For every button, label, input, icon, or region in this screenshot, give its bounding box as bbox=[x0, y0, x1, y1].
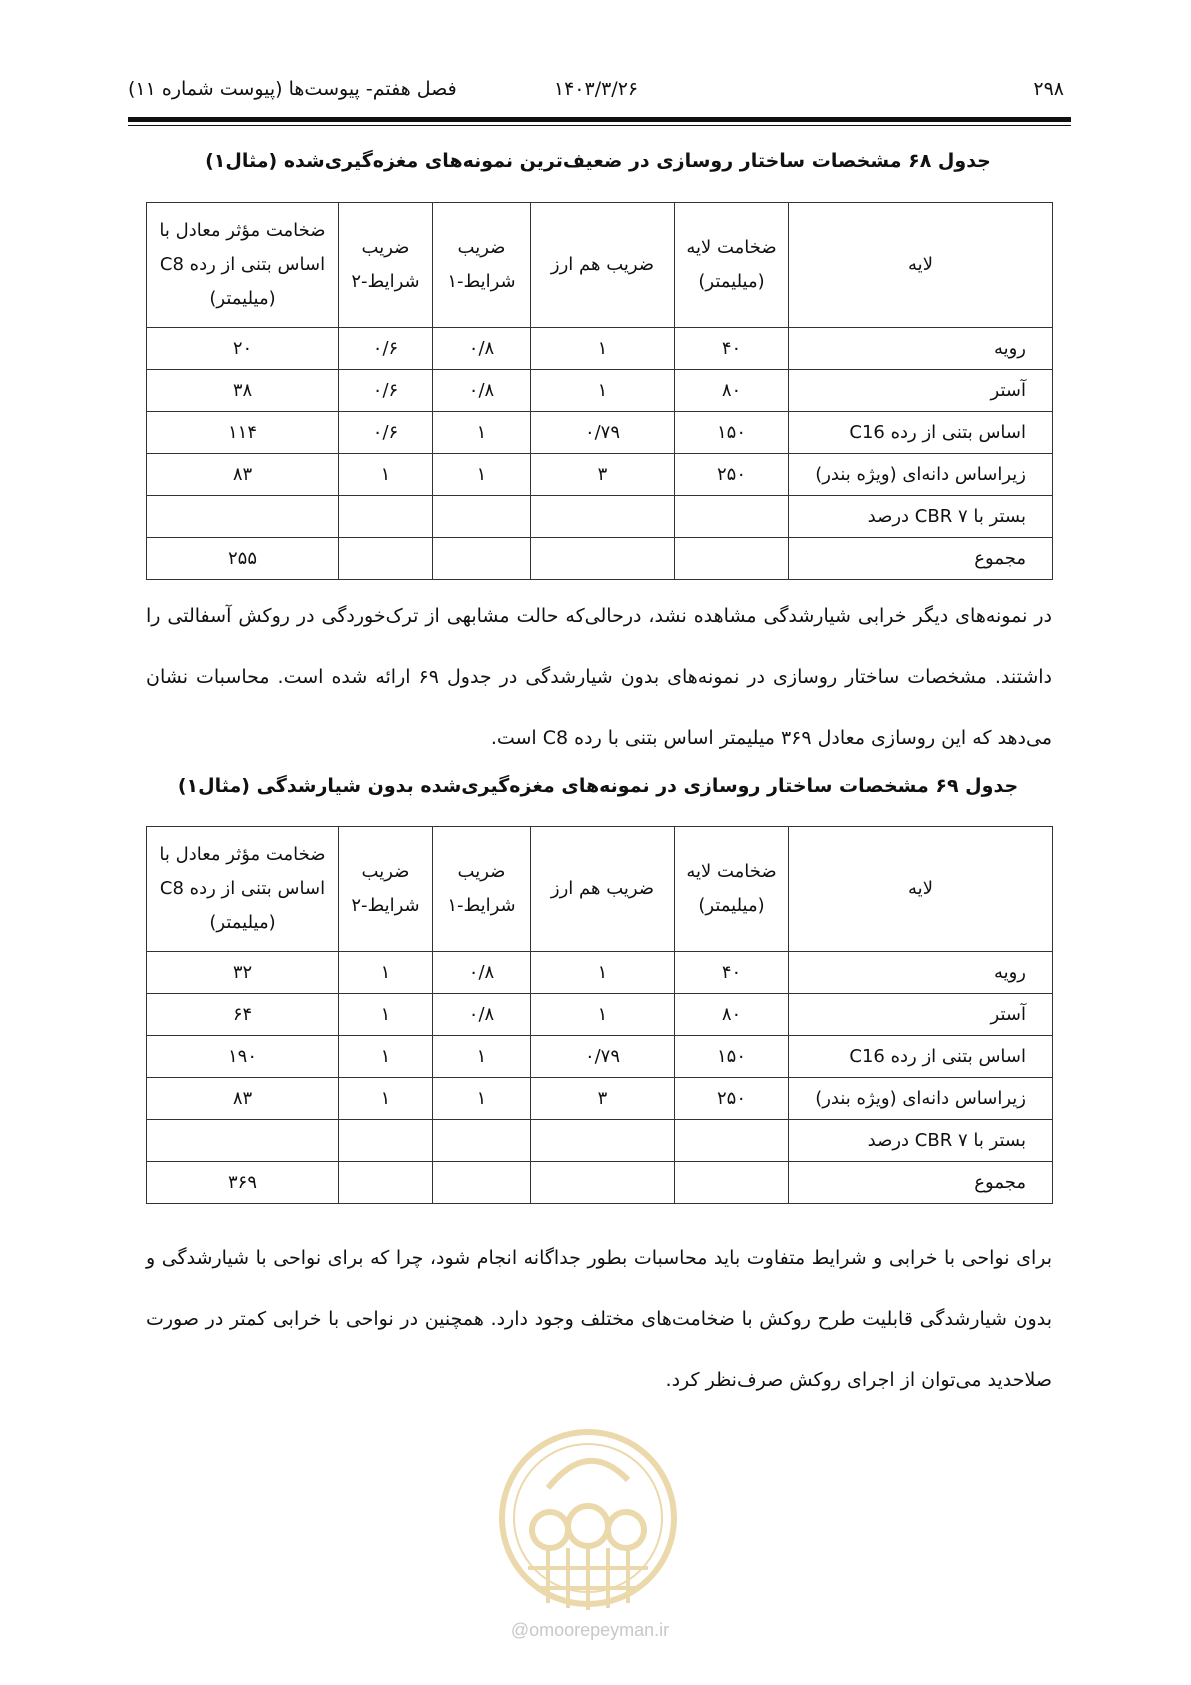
cell-effective: ۳۲ bbox=[147, 952, 339, 994]
cell-thickness: ۸۰ bbox=[675, 994, 789, 1036]
cell-equiv bbox=[531, 538, 675, 580]
cell-effective bbox=[147, 1120, 339, 1162]
page-header bbox=[128, 78, 1064, 108]
cell-cond2: ۱ bbox=[339, 994, 433, 1036]
col-thickness: ضخامت لایه (میلیمتر) bbox=[675, 827, 789, 952]
cell-thickness bbox=[675, 496, 789, 538]
table2-caption: جدول ۶۹ مشخصات ساختار روسازی در نمونه‌های مغزه‌گیری‌شده بدون شیارشدگی (مثال۱) bbox=[177, 775, 1019, 797]
col-equiv: ضریب هم ارز bbox=[531, 203, 675, 328]
cell-equiv: ۳ bbox=[531, 454, 675, 496]
cell-cond2: ۰/۶ bbox=[339, 412, 433, 454]
cell-equiv: ۱ bbox=[531, 952, 675, 994]
cell-cond1: ۰/۸ bbox=[433, 994, 531, 1036]
cell-effective: ۱۱۴ bbox=[147, 412, 339, 454]
table-row bbox=[147, 994, 1053, 1036]
paragraph-2: برای نواحی با خرابی و شرایط متفاوت باید محاسبات بطور جداگانه انجام شود، چرا که برای نواحی با شیارشدگی و بدون شیارشدگی قابلیت طرح روکش با ضخامت‌های مختلف وجود دارد. همچنین در نواحی با خرابی کمتر در صورت صلاحدید می‌توان از اجرای روکش صرف‌نظر کرد. bbox=[146, 1247, 1052, 1391]
cell-cond2 bbox=[339, 1162, 433, 1204]
cell-effective: ۳۶۹ bbox=[147, 1162, 339, 1204]
table-row bbox=[147, 412, 1053, 454]
col-cond2: ضریب شرایط-۲ bbox=[339, 203, 433, 328]
cell-cond2: ۰/۶ bbox=[339, 370, 433, 412]
cell-layer: اساس بتنی از رده C16 bbox=[789, 412, 1053, 454]
cell-equiv: ۱ bbox=[531, 994, 675, 1036]
col-layer: لایه bbox=[789, 203, 1053, 328]
cell-equiv bbox=[531, 1162, 675, 1204]
header-rule-thin bbox=[128, 125, 1071, 126]
col-layer: لایه bbox=[789, 827, 1053, 952]
table-row bbox=[147, 1078, 1053, 1120]
header-rule-thick bbox=[128, 117, 1071, 122]
cell-cond1: ۱ bbox=[433, 1036, 531, 1078]
cell-layer: زیراساس دانه‌ای (ویژه بندر) bbox=[789, 1078, 1053, 1120]
cell-thickness bbox=[675, 1162, 789, 1204]
table1-header-row bbox=[147, 203, 1053, 328]
cell-thickness: ۱۵۰ bbox=[675, 412, 789, 454]
cell-thickness: ۴۰ bbox=[675, 328, 789, 370]
watermark-logo bbox=[488, 1418, 688, 1628]
cell-cond2 bbox=[339, 538, 433, 580]
cell-cond2: ۱ bbox=[339, 952, 433, 994]
cell-cond1: ۱ bbox=[433, 412, 531, 454]
cell-cond1 bbox=[433, 496, 531, 538]
cell-cond2 bbox=[339, 496, 433, 538]
cell-cond1: ۱ bbox=[433, 454, 531, 496]
cell-layer: رویه bbox=[789, 328, 1053, 370]
cell-layer: مجموع bbox=[789, 538, 1053, 580]
cell-effective: ۲۵۵ bbox=[147, 538, 339, 580]
col-effective: ضخامت مؤثر معادل با اساس بتنی از رده C8 (میلیمتر) bbox=[147, 827, 339, 952]
cell-thickness bbox=[675, 538, 789, 580]
cell-layer: بستر با CBR ۷ درصد bbox=[789, 1120, 1053, 1162]
cell-cond1 bbox=[433, 538, 531, 580]
cell-cond2: ۱ bbox=[339, 1078, 433, 1120]
cell-thickness: ۲۵۰ bbox=[675, 454, 789, 496]
cell-effective: ۲۰ bbox=[147, 328, 339, 370]
table2 bbox=[146, 826, 1053, 1204]
cell-effective: ۸۳ bbox=[147, 1078, 339, 1120]
table-row-total bbox=[147, 1162, 1053, 1204]
col-equiv: ضریب هم ارز bbox=[531, 827, 675, 952]
col-effective: ضخامت مؤثر معادل با اساس بتنی از رده C8 (میلیمتر) bbox=[147, 203, 339, 328]
cell-layer: اساس بتنی از رده C16 bbox=[789, 1036, 1053, 1078]
cell-cond1: ۰/۸ bbox=[433, 370, 531, 412]
table-row bbox=[147, 952, 1053, 994]
col-cond1: ضریب شرایط-۱ bbox=[433, 827, 531, 952]
cell-cond2: ۰/۶ bbox=[339, 328, 433, 370]
page-number: ۲۹۸ bbox=[1033, 78, 1064, 100]
table1 bbox=[146, 202, 1053, 580]
cell-cond2: ۱ bbox=[339, 1036, 433, 1078]
watermark-url: @omoorepeyman.ir bbox=[510, 1620, 670, 1640]
table-row bbox=[147, 370, 1053, 412]
cell-equiv: ۱ bbox=[531, 370, 675, 412]
col-cond1: ضریب شرایط-۱ bbox=[433, 203, 531, 328]
table-row-total bbox=[147, 538, 1053, 580]
cell-equiv: ۰/۷۹ bbox=[531, 412, 675, 454]
chapter-title: فصل هفتم- پیوست‌ها (پیوست شماره ۱۱) bbox=[128, 78, 457, 100]
cell-layer: آستر bbox=[789, 994, 1053, 1036]
cell-cond1 bbox=[433, 1120, 531, 1162]
cell-cond2 bbox=[339, 1120, 433, 1162]
table-row bbox=[147, 454, 1053, 496]
table-row bbox=[147, 496, 1053, 538]
cell-equiv bbox=[531, 496, 675, 538]
header-date: ۱۴۰۳/۳/۲۶ bbox=[553, 78, 639, 100]
cell-thickness: ۸۰ bbox=[675, 370, 789, 412]
cell-layer: رویه bbox=[789, 952, 1053, 994]
table1-caption: جدول ۶۸ مشخصات ساختار روسازی در ضعیف‌ترین نمونه‌های مغزه‌گیری‌شده (مثال۱) bbox=[205, 150, 991, 172]
cell-cond1: ۱ bbox=[433, 1078, 531, 1120]
cell-layer: مجموع bbox=[789, 1162, 1053, 1204]
cell-equiv bbox=[531, 1120, 675, 1162]
cell-cond1: ۰/۸ bbox=[433, 328, 531, 370]
cell-equiv: ۱ bbox=[531, 328, 675, 370]
col-cond2: ضریب شرایط-۲ bbox=[339, 827, 433, 952]
paragraph-1: در نمونه‌های دیگر خرابی شیارشدگی مشاهده نشد، درحالی‌که حالت مشابهی از ترک‌خوردگی در روکش آسفالتی را داشتند. مشخصات ساختار روسازی در نمونه‌های بدون شیارشدگی در جدول ۶۹ ارائه شده است. محاسبات نشان می‌دهد که این روسازی معادل ۳۶۹ میلیمتر اساس بتنی با رده C8 است. bbox=[146, 605, 1052, 749]
cell-cond2: ۱ bbox=[339, 454, 433, 496]
cell-layer: آستر bbox=[789, 370, 1053, 412]
cell-effective: ۸۳ bbox=[147, 454, 339, 496]
table-row bbox=[147, 1036, 1053, 1078]
cell-thickness bbox=[675, 1120, 789, 1162]
col-thickness: ضخامت لایه (میلیمتر) bbox=[675, 203, 789, 328]
cell-thickness: ۲۵۰ bbox=[675, 1078, 789, 1120]
cell-layer: زیراساس دانه‌ای (ویژه بندر) bbox=[789, 454, 1053, 496]
cell-cond1 bbox=[433, 1162, 531, 1204]
cell-effective: ۳۸ bbox=[147, 370, 339, 412]
cell-effective: ۱۹۰ bbox=[147, 1036, 339, 1078]
cell-equiv: ۳ bbox=[531, 1078, 675, 1120]
cell-thickness: ۴۰ bbox=[675, 952, 789, 994]
cell-cond1: ۰/۸ bbox=[433, 952, 531, 994]
table2-header-row bbox=[147, 827, 1053, 952]
cell-equiv: ۰/۷۹ bbox=[531, 1036, 675, 1078]
table-row bbox=[147, 328, 1053, 370]
cell-layer: بستر با CBR ۷ درصد bbox=[789, 496, 1053, 538]
cell-thickness: ۱۵۰ bbox=[675, 1036, 789, 1078]
cell-effective bbox=[147, 496, 339, 538]
table-row bbox=[147, 1120, 1053, 1162]
cell-effective: ۶۴ bbox=[147, 994, 339, 1036]
